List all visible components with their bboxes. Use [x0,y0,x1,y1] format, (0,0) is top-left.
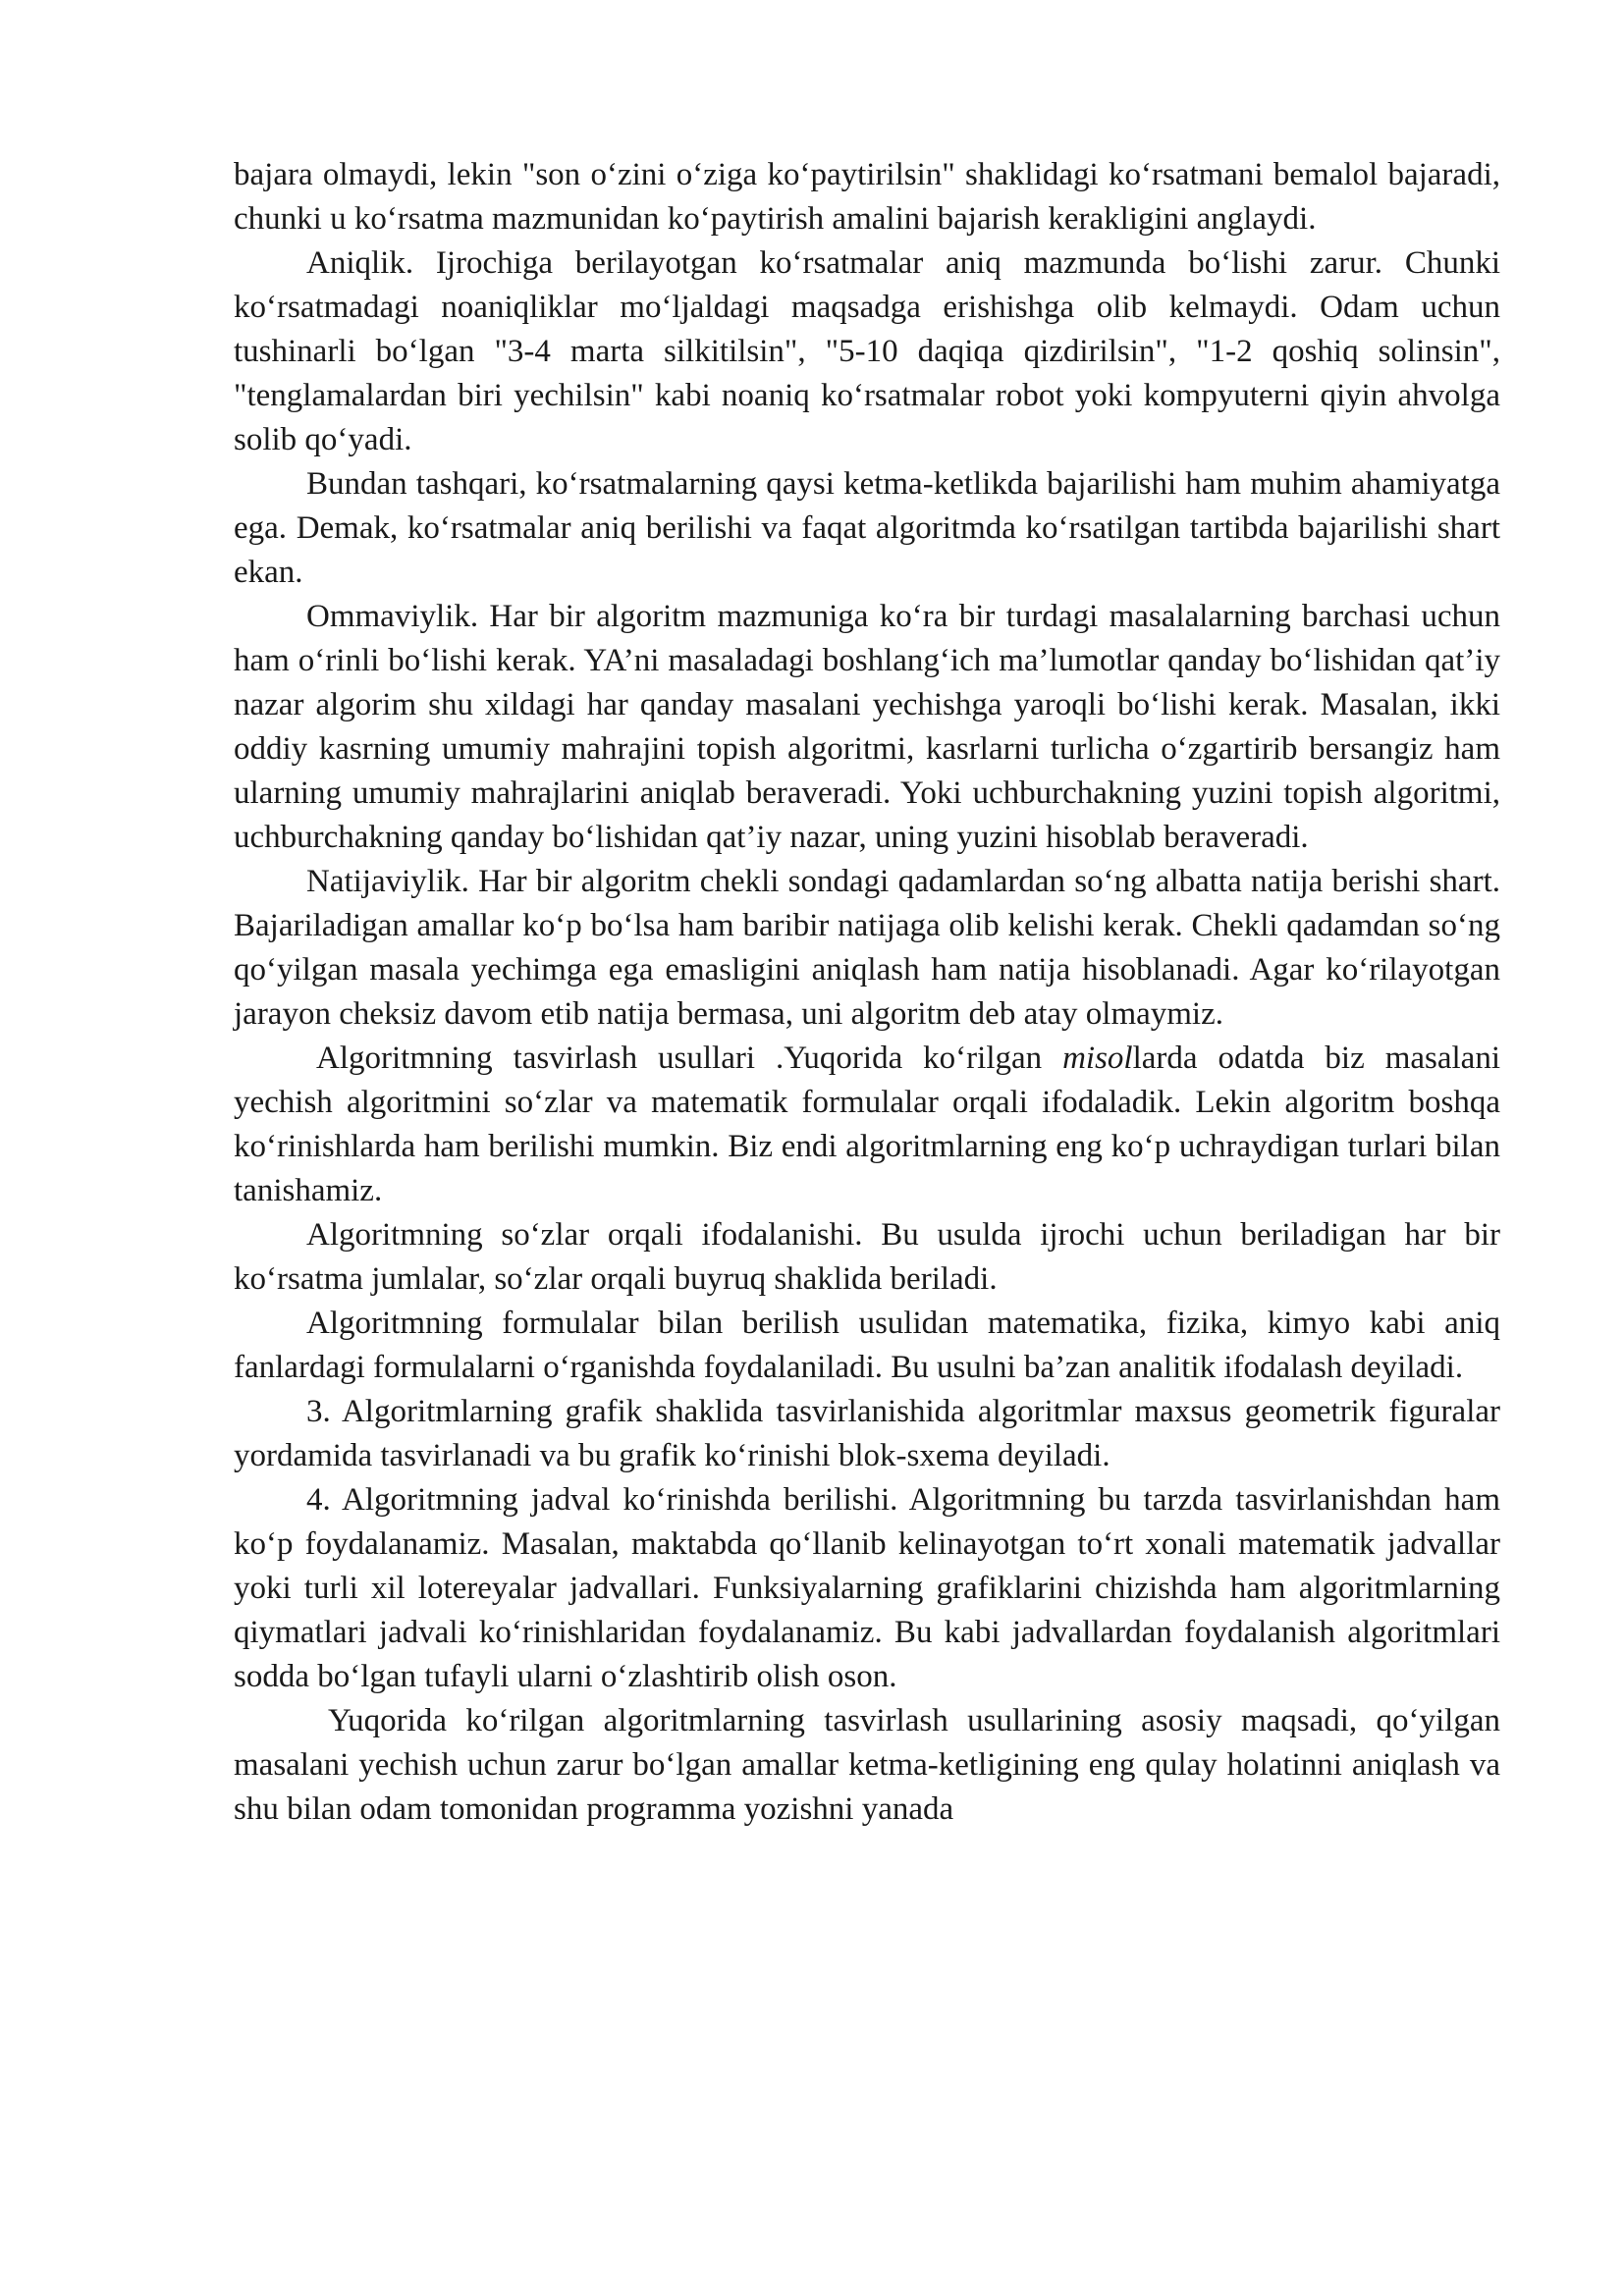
paragraph-sozlar-orqali: Algoritmning so‘zlar orqali ifodalanishi. Bu usulda ijrochi uchun beriladigan har bir ko‘rsatma jumlalar, so‘zlar orqali buyruq shaklida beriladi. [234,1217,1500,1297]
paragraph-tasvirlash-before: Algoritmning tasvirlash usullari .Yuqorida ko‘rilgan [316,1041,1063,1076]
italic-word: misol [1062,1041,1133,1076]
paragraph-grafik: 3. Algoritmlarning grafik shaklida tasvirlanishida algoritmlar maxsus geometrik figuralar yordamida tasvirlanadi va bu grafik ko‘rinishi blok-sxema deyiladi. [234,1394,1500,1473]
paragraph-formulalar: Algoritmning formulalar bilan berilish usulidan matematika, fizika, kimyo kabi aniq fanlardagi formulalarni o‘rganishda foydalaniladi. Bu usulni ba’zan analitik ifodalash deyiladi. [234,1306,1500,1385]
paragraph-tasvirlash-usullari [234,1037,1500,1213]
paragraph-xulosa: Yuqorida ko‘rilgan algoritmlarning tasvirlash usullarining asosiy maqsadi, qo‘yilgan masalani yechish uchun zarur bo‘lgan amallar ketma-ketligining eng qulay holatinni aniqlash va shu bilan odam tomonidan programma yozishni yanada [234,1703,1500,1827]
paragraph-continuation: bajara olmaydi, lekin "son o‘zini o‘ziga ko‘paytirilsin" shaklidagi ko‘rsatmani bemalol bajaradi, chunki u ko‘rsatma mazmunidan ko‘paytirish amalini bajarish kerakligini anglaydi. [234,157,1500,237]
paragraph-jadval: 4. Algoritmning jadval ko‘rinishda berilishi. Algoritmning bu tarzda tasvirlanishdan ham ko‘p foydalanamiz. Masalan, maktabda qo‘llanib kelinayotgan to‘rt xonali matematik jadvallar yoki turli xil lotereyalar jadvallari. Funksiyalarning grafiklarini chizishda ham algoritmlarning qiymatlari jadvali ko‘rinishlaridan foydalanamiz. Bu kabi jadvallardan foydalanish algoritmlari sodda bo‘lgan tufayli ularni o‘zlashtirib olish oson. [234,1482,1500,1694]
paragraph-natijaviylik: Natijaviylik. Har bir algoritm chekli sondagi qadamlardan so‘ng albatta natija berishi shart. Bajariladigan amallar ko‘p bo‘lsa ham baribir natijaga olib kelishi kerak. Chekli qadamdan so‘ng qo‘yilgan masala yechimga ega emasligini aniqlash ham natija hisoblanadi. Agar ko‘rilayotgan jarayon cheksiz davom etib natija bermasa, uni algoritm deb atay olmaymiz. [234,864,1500,1032]
paragraph-aniqlik: Aniqlik. Ijrochiga berilayotgan ko‘rsatmalar aniq mazmunda bo‘lishi zarur. Chunki ko‘rsatmadagi noaniqliklar mo‘ljaldagi maqsadga erishishga olib kelmaydi. Odam uchun tushinarli bo‘lgan "3-4 marta silkitilsin", "5-10 daqiqa qizdirilsin", "1-2 qoshiq solinsin", "tenglamalardan biri yechilsin" kabi noaniq ko‘rsatmalar robot yoki kompyuterni qiyin ahvolga solib qo‘yadi. [234,245,1500,457]
paragraph-tasvirlash-after: larda odatda biz masalani yechish algoritmini so‘zlar va matematik formulalar orqali ifodaladik. Lekin algoritm boshqa ko‘rinishlarda ham berilishi mumkin. Biz endi algoritmlarning eng ko‘p uchraydigan turlari bilan tanishamiz. [234,1041,1500,1208]
document-page [234,153,1500,1832]
paragraph-ketma-ketlik: Bundan tashqari, ko‘rsatmalarning qaysi ketma-ketlikda bajarilishi ham muhim ahamiyatga ega. Demak, ko‘rsatmalar aniq berilishi va faqat algoritmda ko‘rsatilgan tartibda bajarilishi shart ekan. [234,466,1500,590]
paragraph-ommaviylik: Ommaviylik. Har bir algoritm mazmuniga ko‘ra bir turdagi masalalarning barchasi uchun ham o‘rinli bo‘lishi kerak. YA’ni masaladagi boshlang‘ich ma’lumotlar qanday bo‘lishidan qat’iy nazar algorim shu xildagi har qanday masalani yechishga yaroqli bo‘lishi kerak. Masalan, ikki oddiy kasrning umumiy mahrajini topish algoritmi, kasrlarni turlicha o‘zgartirib bersangiz ham ularning umumiy mahrajlarini aniqlab beraveradi. Yoki uchburchakning yuzini topish algoritmi, uchburchakning qanday bo‘lishidan qat’iy nazar, uning yuzini hisoblab beraveradi. [234,599,1500,855]
